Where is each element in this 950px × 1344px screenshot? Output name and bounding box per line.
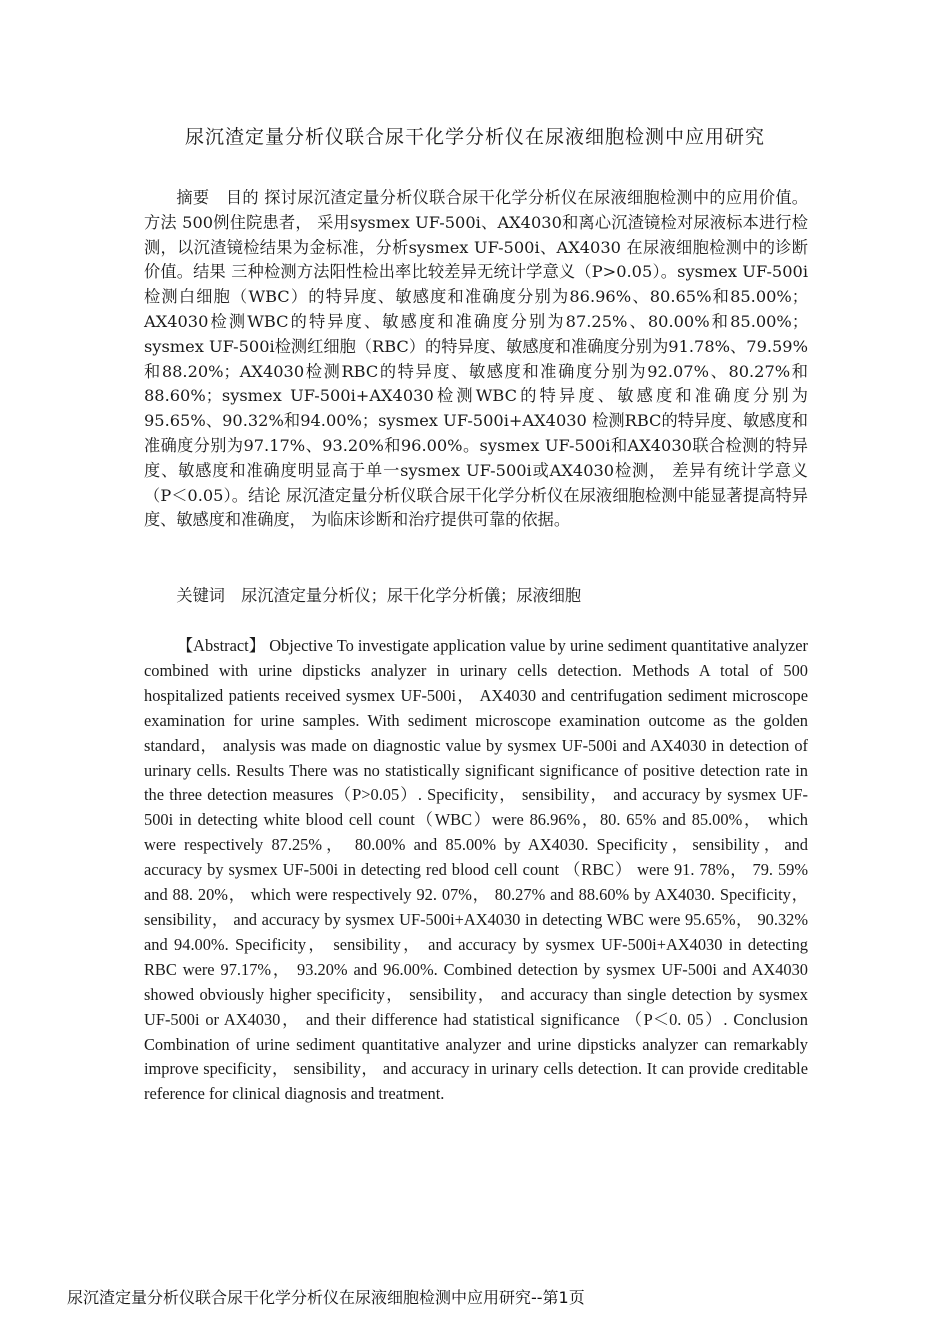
keywords: 关键词 尿沉渣定量分析仪；尿干化学分析儀；尿液细胞 — [176, 586, 582, 605]
page-footer: 尿沉渣定量分析仪联合尿干化学分析仪在尿液细胞检测中应用研究--第1页 — [67, 1288, 585, 1307]
english-abstract: 【Abstract】 Objective To investigate application value by urine sediment quantitative analyzer combined with urine dipsticks analyzer in urinary cells detection. Methods A total of 500 hospitalized patients received sysmex UF-500i， AX4030 and centrifugation sediment microscope examination for urine samples. With sediment microscope examination outcome as the golden standard， analysis was made on diagnostic value by sysmex UF-500i and AX4030 in detection of urinary cells. Results There was no statistically significant significance of positive detection rate in the three detection measures（P>0.05）. Specificity， sensibility， and accuracy by sysmex UF-500i in detecting white blood cell count（WBC）were 86.96%，80. 65% and 85.00%， which were respectively 87.25%， 80.00% and 85.00% by AX4030. Specificity，sensibility，and accuracy by sysmex UF-500i in detecting red blood cell count （RBC） were 91. 78%， 79. 59% and 88. 20%， which were respectively 92. 07%， 80.27% and 88.60% by AX4030. Specificity， sensibility， and accuracy by sysmex UF-500i+AX4030 in detecting WBC were 95.65%， 90.32% and 94.00%. Specificity， sensibility， and accuracy by sysmex UF-500i+AX4030 in detecting RBC were 97.17%， 93.20% and 96.00%. Combined detection by sysmex UF-500i and AX4030 showed obviously higher specificity， sensibility， and accuracy than single detection by sysmex UF-500i or AX4030， and their difference had statistical significance （P＜0. 05）. Conclusion Combination of urine sediment quantitative analyzer and urine dipsticks analyzer can remarkably improve specificity， sensibility， and accuracy in urinary cells detection. It can provide creditable reference for clinical diagnosis and treatment. — [144, 636, 809, 1104]
chinese-abstract: 摘要 目的 探讨尿沉渣定量分析仪联合尿干化学分析仪在尿液细胞检测中的应用价值。方法 500例住院患者， 采用sysmex UF-500i、AX4030和离心沉渣镜检对尿液标本进行检测，以沉渣镜检结果为金标准，分析sysmex UF-500i、AX4030 在尿液细胞检测中的诊断价值。结果 三种检测方法阳性检出率比较差异无统计学意义（P>0.05）。sysmex UF-500i检测白细胞（WBC）的特异度、敏感度和准确度分别为86.96%、80.65%和85.00%；AX4030检测WBC的特异度、敏感度和准确度分别为87.25%、80.00%和85.00%；sysmex UF-500i检测红细胞（RBC）的特异度、敏感度和准确度分别为91.78%、79.59%和88.20%；AX4030检测RBC的特异度、敏感度和准确度分别为92.07%、80.27%和88.60%；sysmex UF-500i+AX4030检测WBC的特异度、敏感度和准确度分别为95.65%、90.32%和94.00%；sysmex UF-500i+AX4030 检测RBC的特异度、敏感度和准确度分别为97.17%、93.20%和96.00%。sysmex UF-500i和AX4030联合检测的特异度、敏感度和准确度明显高于单一sysmex UF-500i或AX4030检测， 差异有统计学意义（P＜0.05）。结论 尿沉渣定量分析仪联合尿干化学分析仪在尿液细胞检测中能显著提高特异度、敏感度和准确度， 为临床诊断和治疗提供可靠的依据。 — [144, 188, 808, 530]
paper-title: 尿沉渣定量分析仪联合尿干化学分析仪在尿液细胞检测中应用研究 — [184, 126, 765, 148]
